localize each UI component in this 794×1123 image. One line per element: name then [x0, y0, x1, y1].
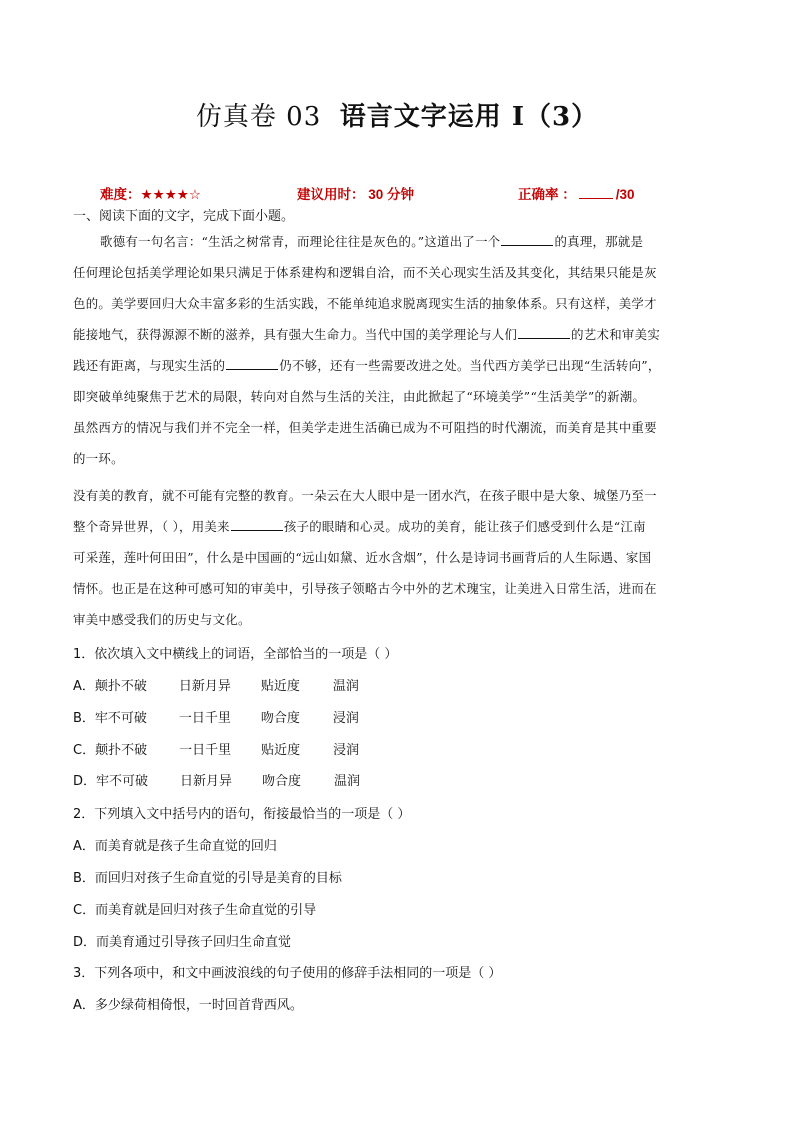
passage-line: 色的。美学要回归大众丰富多彩的生活实践，不能单纯追求脱离现实生活的抽象体系。只有这样，美学才 — [73, 296, 657, 311]
section-heading: 一、阅读下面的文字，完成下面小题。 — [73, 209, 295, 224]
passage-line: 任何理论包括美学理论如果只满足于体系建构和逻辑自洽，而不关心现实生活及其变化，其结果只能是灰 — [73, 265, 657, 280]
title-prefix: 仿真卷 03 — [195, 102, 322, 132]
suggested-time-label: 建议用时： 30 分钟 — [297, 187, 415, 202]
option-line[interactable]: A．颠扑不破 日新月异 贴近度 温润 — [73, 679, 359, 694]
passage-line: 践还有距离，与现实生活的 仍不够，还有一些需要改进之处。当代西方美学已出现“生活转向”， — [73, 358, 661, 373]
option-line[interactable]: D．牢不可破 日新月异 吻合度 温润 — [73, 774, 361, 789]
difficulty-label: 难度：★★★★☆ — [100, 187, 202, 202]
passage-line: 即突破单纯聚焦于艺术的局限，转向对自然与生活的关注，由此掀起了“环境美学”“生活美学”的新潮。 — [73, 389, 646, 404]
passage-line: 审美中感受我们的历史与文化。 — [73, 612, 251, 627]
page-title — [0, 96, 794, 133]
fill-blank — [501, 234, 553, 246]
question-stem: 1．依次填入文中横线上的词语，全部恰当的一项是（ ） — [73, 647, 398, 662]
accuracy-text: 正确率 ： — [518, 187, 576, 202]
passage-line: 歌德有一句名言：“生活之树常青，而理论往往是灰色的。”这道出了一个 的真理，那就是 — [100, 234, 644, 249]
accuracy-blank[interactable] — [579, 186, 613, 199]
question-stem: 3．下列各项中，和文中画波浪线的句子使用的修辞手法相同的一项是（ ） — [73, 966, 502, 981]
passage-line: 能接地气，获得源源不断的滋养，具有强大生命力。当代中国的美学理论与人们 的艺术和审美实 — [73, 327, 661, 342]
passage-line: 可采莲，莲叶何田田”，什么是中国画的“远山如黛、近水含烟”，什么是诗词书画背后的人生际遇、家国 — [73, 550, 652, 565]
option-line[interactable]: A．而美育就是孩子生命直觉的回归 — [73, 839, 277, 854]
fill-blank — [518, 327, 570, 339]
option-line[interactable]: C．颠扑不破 一日千里 贴近度 浸润 — [73, 743, 360, 758]
passage-line: 没有美的教育，就不可能有完整的教育。一朵云在大人眼中是一团水汽，在孩子眼中是大象、城堡乃至一 — [73, 488, 657, 503]
option-line[interactable]: B．而回归对孩子生命直觉的引导是美育的目标 — [73, 871, 342, 886]
passage-line: 情怀。也正是在这种可感可知的审美中，引导孩子领略古今中外的艺术瑰宝，让美进入日常生活，进而在 — [73, 581, 657, 596]
option-line[interactable]: B．牢不可破 一日千里 吻合度 浸润 — [73, 711, 359, 726]
option-line[interactable]: C．而美育就是回归对孩子生命直觉的引导 — [73, 903, 317, 918]
passage-line: 虽然西方的情况与我们并不完全一样，但美学走进生活确已成为不可阻挡的时代潮流，而美育是其中重要 — [73, 420, 657, 435]
fill-blank — [231, 519, 283, 531]
accuracy-label — [518, 183, 635, 203]
fill-blank — [226, 358, 278, 370]
option-line[interactable]: D．而美育通过引导孩子回归生命直觉 — [73, 935, 292, 950]
passage-line: 的一环。 — [73, 451, 124, 466]
option-line[interactable]: A．多少绿荷相倚恨，一时回首背西风。 — [73, 998, 303, 1013]
question-stem: 2．下列填入文中括号内的语句，衔接最恰当的一项是（ ） — [73, 807, 411, 822]
passage-line: 整个奇异世界，（ ），用美来 孩子的眼睛和心灵。成功的美育，能让孩子们感受到什么是“江南 — [73, 519, 646, 534]
accuracy-total: /30 — [615, 187, 635, 202]
title-main: 语言文字运用 I（3） — [339, 102, 599, 132]
